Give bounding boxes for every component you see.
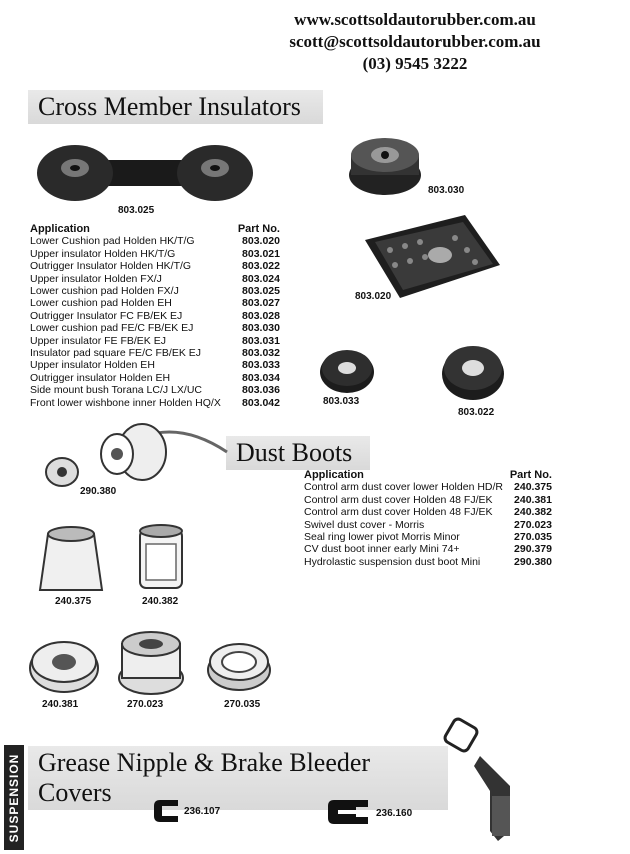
part-number-cell: 803.042 bbox=[242, 396, 280, 409]
table-row bbox=[30, 235, 280, 247]
label-270-035: 270.035 bbox=[224, 699, 261, 710]
application-cell: Upper insulator Holden FX/J bbox=[30, 272, 162, 285]
table-row bbox=[30, 322, 280, 334]
table-row bbox=[304, 481, 552, 493]
part-number-cell: 803.027 bbox=[242, 297, 280, 310]
table-row bbox=[30, 285, 280, 297]
seal-ring-image bbox=[206, 634, 272, 694]
label-803-033: 803.033 bbox=[323, 396, 360, 407]
dust-cover-240-382-image bbox=[136, 522, 186, 592]
application-cell: Seal ring lower pivot Morris Minor bbox=[304, 531, 460, 544]
application-cell: Lower Cushion pad Holden HK/T/G bbox=[30, 235, 195, 248]
part-number-cell: 290.379 bbox=[514, 543, 552, 556]
table-row bbox=[30, 359, 280, 371]
table-row bbox=[30, 273, 280, 285]
table-header: Application Part No. bbox=[30, 223, 280, 235]
label-803-030: 803.030 bbox=[428, 185, 465, 196]
part-number-cell: 803.021 bbox=[242, 247, 280, 260]
application-cell: Swivel dust cover - Morris bbox=[304, 518, 425, 531]
part-number-cell: 803.030 bbox=[242, 322, 280, 335]
part-number-cell: 240.381 bbox=[514, 493, 552, 506]
label-240-382: 240.382 bbox=[142, 596, 179, 607]
part-number-cell: 803.025 bbox=[242, 285, 280, 298]
application-cell: Outrigger Insulator Holden HK/T/G bbox=[30, 260, 192, 273]
application-cell: Side mount bush Torana LC/J LX/UC bbox=[30, 384, 202, 397]
label-803-025: 803.025 bbox=[118, 205, 155, 216]
label-803-022: 803.022 bbox=[458, 407, 495, 418]
table-row bbox=[30, 260, 280, 272]
cross-member-title: Cross Member Insulators bbox=[28, 90, 323, 124]
label-236-160: 236.160 bbox=[376, 808, 413, 819]
part-number-cell: 803.024 bbox=[242, 272, 280, 285]
upper-insulator-eh-image bbox=[318, 342, 376, 394]
cross-member-table bbox=[30, 223, 280, 409]
application-cell: CV dust boot inner early Mini 74+ bbox=[304, 543, 460, 556]
upper-insulator-image bbox=[345, 130, 425, 200]
part-number-cell: 240.382 bbox=[514, 506, 552, 519]
part-number-cell: 803.036 bbox=[242, 384, 280, 397]
table-row bbox=[30, 248, 280, 260]
table-row bbox=[30, 347, 280, 359]
contact-website: www.scottsoldautorubber.com.au bbox=[294, 10, 536, 29]
cover-236-107-image bbox=[152, 796, 182, 826]
table-row bbox=[304, 543, 552, 555]
dust-cover-240-381-image bbox=[28, 634, 100, 694]
part-number-cell: 803.033 bbox=[242, 359, 280, 372]
table-row bbox=[304, 556, 552, 568]
part-number-cell: 270.035 bbox=[514, 531, 552, 544]
cushion-pad-image bbox=[30, 140, 260, 206]
outrigger-insulator-image bbox=[440, 338, 506, 404]
application-cell: Upper insulator FE FB/EK EJ bbox=[30, 334, 166, 347]
contact-email: scott@scottsoldautorubber.com.au bbox=[289, 32, 541, 51]
lower-cushion-pad-image bbox=[355, 210, 505, 302]
table-row bbox=[304, 531, 552, 543]
application-cell: Outrigger Insulator FC FB/EK EJ bbox=[30, 309, 183, 322]
application-cell: Lower cushion pad FE/C FB/EK EJ bbox=[30, 322, 194, 335]
table-row bbox=[30, 372, 280, 384]
dust-cover-240-375-image bbox=[36, 520, 106, 596]
dust-boots-table bbox=[304, 469, 552, 568]
part-number-cell: 803.031 bbox=[242, 334, 280, 347]
label-240-381: 240.381 bbox=[42, 699, 79, 710]
table-row bbox=[304, 519, 552, 531]
application-cell: Outrigger insulator Holden EH bbox=[30, 371, 171, 384]
label-236-107: 236.107 bbox=[184, 806, 221, 817]
part-number-cell: 240.375 bbox=[514, 481, 552, 494]
table-row bbox=[30, 335, 280, 347]
swivel-dust-cover-image bbox=[116, 626, 186, 698]
part-number-cell: 290.380 bbox=[514, 555, 552, 568]
application-cell: Upper insulator Holden EH bbox=[30, 359, 155, 372]
cover-236-160-image bbox=[326, 796, 370, 828]
application-cell: Control arm dust cover Holden 48 FJ/EK bbox=[304, 506, 493, 519]
label-270-023: 270.023 bbox=[127, 699, 164, 710]
table-header: Application Part No. bbox=[304, 469, 552, 481]
part-number-cell: 803.022 bbox=[242, 260, 280, 273]
table-row bbox=[304, 494, 552, 506]
application-cell: Control arm dust cover Holden 48 FJ/EK bbox=[304, 493, 493, 506]
hydrolastic-boot-image bbox=[42, 412, 232, 492]
application-cell: Lower cushion pad Holden FX/J bbox=[30, 285, 179, 298]
table-row bbox=[30, 297, 280, 309]
contact-phone: (03) 9545 3222 bbox=[362, 54, 468, 73]
suspension-tab: SUSPENSION bbox=[4, 745, 24, 850]
label-290-380: 290.380 bbox=[80, 486, 117, 497]
table-row bbox=[30, 310, 280, 322]
part-number-cell: 803.032 bbox=[242, 347, 280, 360]
application-cell: Control arm dust cover lower Holden HD/R bbox=[304, 481, 503, 494]
application-cell: Insulator pad square FE/C FB/EK EJ bbox=[30, 347, 201, 360]
label-240-375: 240.375 bbox=[55, 596, 92, 607]
dust-boots-title: Dust Boots bbox=[226, 436, 370, 470]
table-row bbox=[30, 384, 280, 396]
part-number-cell: 803.028 bbox=[242, 309, 280, 322]
application-cell: Upper insulator Holden HK/T/G bbox=[30, 247, 176, 260]
application-cell: Front lower wishbone inner Holden HQ/X bbox=[30, 396, 221, 409]
table-row bbox=[30, 397, 280, 409]
application-cell: Hydrolastic suspension dust boot Mini bbox=[304, 555, 481, 568]
part-number-cell: 803.034 bbox=[242, 371, 280, 384]
label-803-020: 803.020 bbox=[355, 291, 392, 302]
application-cell: Lower cushion pad Holden EH bbox=[30, 297, 172, 310]
table-row bbox=[304, 506, 552, 518]
bleeder-cover-image bbox=[440, 716, 530, 846]
part-number-cell: 270.023 bbox=[514, 518, 552, 531]
part-number-cell: 803.020 bbox=[242, 235, 280, 248]
grease-title: Grease Nipple & Brake Bleeder Covers bbox=[28, 746, 448, 810]
